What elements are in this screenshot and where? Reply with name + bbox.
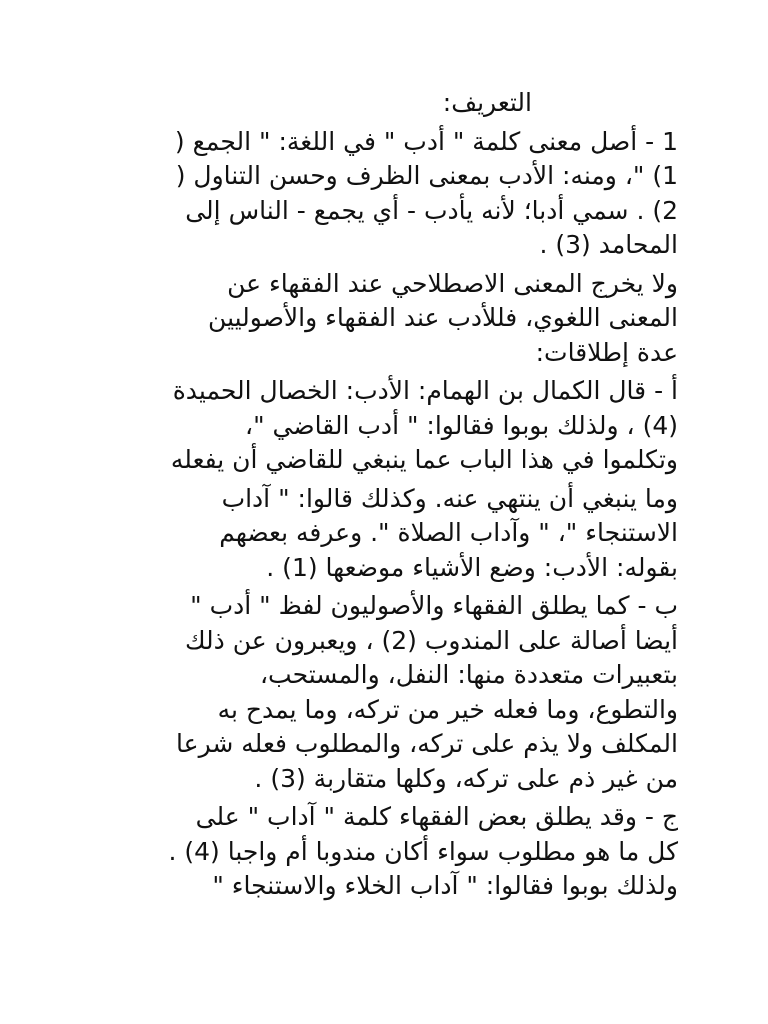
- text-line: ولذلك بوبوا فقالوا: " آداب الخلاء والاستنجاء ": [212, 871, 678, 900]
- paragraph-linguistic-meaning: [92, 125, 678, 263]
- text-line: كل ما هو مطلوب سواء أكان مندوبا أم واجبا (4) .: [168, 836, 678, 866]
- paragraph-item-a: [92, 374, 678, 478]
- text-line: (4) ، ولذلك بوبوا فقالوا: " أدب القاضي "،: [245, 410, 678, 440]
- text-line: الاستنجاء "، " وآداب الصلاة ". وعرفه بعضهم: [219, 518, 678, 547]
- text-line: ولا يخرج المعنى الاصطلاحي عند الفقهاء عن: [227, 268, 678, 298]
- text-line: ب - كما يطلق الفقهاء والأصوليون لفظ " أدب ": [190, 591, 678, 620]
- text-line: ج - وقد يطلق بعض الفقهاء كلمة " آداب " على: [195, 802, 678, 831]
- text-line: بقوله: الأدب: وضع الأشياء موضعها (1) .: [266, 552, 678, 582]
- paragraph-item-c: [92, 800, 678, 904]
- text-line: 1 - أصل معنى كلمة " أدب " في اللغة: " الجمع (: [174, 126, 678, 156]
- text-line: بتعبيرات متعددة منها: النفل، والمستحب،: [259, 660, 678, 689]
- text-line: والتطوع، وما فعله خير من تركه، وما يمدح به: [217, 694, 678, 724]
- text-line: أ - قال الكمال بن الهمام: الأدب: الخصال الحميدة: [172, 376, 678, 405]
- paragraph-item-b: [92, 589, 678, 796]
- text-line: المحامد (3) .: [539, 230, 678, 259]
- paragraph-item-a-continued: [92, 482, 678, 586]
- paragraph-technical-meaning: [92, 267, 678, 371]
- text-line: أيضا أصالة على المندوب (2) ، ويعبرون عن ذلك: [184, 625, 678, 655]
- text-line: 1) "، ومنه: الأدب بمعنى الظرف وحسن التناول (: [175, 161, 678, 190]
- document-page: [92, 86, 678, 904]
- text-line: من غير ذم على تركه، وكلها متقاربة (3) .: [254, 763, 678, 793]
- text-line: المعنى اللغوي، فللأدب عند الفقهاء والأصوليين: [208, 303, 678, 332]
- text-line: 2) . سمي أدبا؛ لأنه يأدب - أي يجمع - الناس إلى: [185, 195, 678, 225]
- text-line: المكلف ولا يذم على تركه، والمطلوب فعله شرعا: [176, 729, 678, 758]
- text-line: وتكلموا في هذا الباب عما ينبغي للقاضي أن يفعله: [170, 445, 678, 474]
- text-line: عدة إطلاقات:: [535, 337, 678, 367]
- text-line: وما ينبغي أن ينتهي عنه. وكذلك قالوا: " آداب: [221, 483, 678, 513]
- section-heading: التعريف:: [442, 88, 532, 117]
